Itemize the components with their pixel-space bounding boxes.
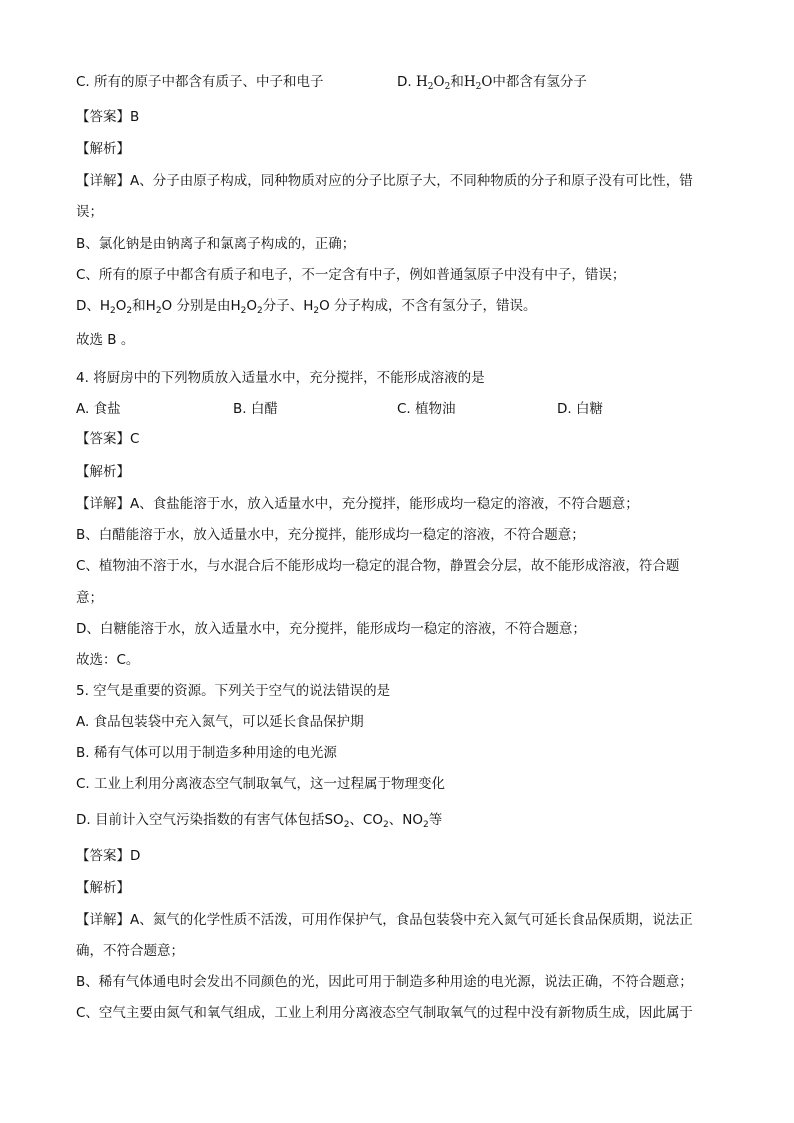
- q5-option-d: D. 目前计入空气污染指数的有害气体包括$SO_2$、$CO_2$、$NO_2$等: [76, 812, 443, 830]
- q3-answer: 【答案】B: [76, 109, 140, 125]
- q3-analysis-label: 【解析】: [76, 141, 130, 157]
- q3-detail-line-1-cont: 误；: [76, 204, 103, 220]
- q4-detail-line-3-cont: 意；: [76, 590, 103, 606]
- q4-detail-line-1: 【详解】A、食盐能溶于水，放入适量水中，充分搅拌，能形成均一稳定的溶液，不符合题意；: [76, 496, 639, 512]
- q5-option-c: C. 工业上利用分离液态空气制取氧气，这一过程属于物理变化: [76, 776, 446, 792]
- q3-conclusion: 故选 B 。: [76, 332, 135, 348]
- q4-detail-line-4: D、白糖能溶于水，放入适量水中，充分搅拌，能形成均一稳定的溶液，不符合题意；: [76, 621, 586, 637]
- q3-option-c: C. 所有的原子中都含有质子、中子和电子: [76, 74, 324, 90]
- q4-stem: 4. 将厨房中的下列物质放入适量水中，充分搅拌，不能形成溶液的是: [76, 370, 485, 386]
- q5-detail-line-1-cont: 确，不符合题意；: [76, 943, 184, 959]
- q4-option-a: A. 食盐: [76, 401, 121, 417]
- q4-option-d: D. 白糖: [557, 401, 603, 417]
- q5-analysis-label: 【解析】: [76, 880, 130, 896]
- q5-detail-line-1: 【详解】A、氮气的化学性质不活泼，可用作保护气，食品包装袋中充入氮气可延长食品保质期，说法正: [76, 912, 693, 928]
- q5-option-a: A. 食品包装袋中充入氮气，可以延长食品保护期: [76, 714, 364, 730]
- q5-detail-line-3: C、空气主要由氮气和氧气组成，工业上利用分离液态空气制取氧气的过程中没有新物质生成，因此属于: [76, 1005, 693, 1021]
- q5-detail-line-2: B、稀有气体通电时会发出不同颜色的光，因此可用于制造多种用途的电光源，说法正确，不符合题意；: [76, 974, 693, 990]
- q3-detail-line-2: B、氯化钠是由钠离子和氯离子构成的，正确；: [76, 236, 356, 252]
- q4-conclusion: 故选：C。: [76, 652, 140, 668]
- q3-option-d: D. $H_2O_2$和$H_2O$中都含有氢分子: [397, 74, 587, 92]
- q4-option-c: C. 植物油: [397, 401, 456, 417]
- q5-answer: 【答案】D: [76, 848, 141, 864]
- q4-option-b: B. 白醋: [233, 401, 278, 417]
- q5-option-b: B. 稀有气体可以用于制造多种用途的电光源: [76, 745, 337, 761]
- q3-detail-line-3: C、所有的原子中都含有质子和电子，不一定含有中子，例如普通氢原子中没有中子，错误；: [76, 267, 626, 283]
- q4-analysis-label: 【解析】: [76, 464, 130, 480]
- q4-detail-line-2: B、白醋能溶于水，放入适量水中，充分搅拌，能形成均一稳定的溶液，不符合题意；: [76, 527, 585, 543]
- q4-answer: 【答案】C: [76, 431, 140, 447]
- q3-detail-line-1: 【详解】A、分子由原子构成，同种物质对应的分子比原子大，不同种物质的分子和原子没有可比性，错: [76, 173, 693, 189]
- q3-detail-line-4: D、$H_2O_2$和$H_2O$ 分别是由$H_2O_2$分子、$H_2O$ 分子构成，不含有氢分子，错误。: [76, 298, 537, 316]
- q4-detail-line-3: C、植物油不溶于水，与水混合后不能形成均一稳定的混合物，静置会分层，故不能形成溶液，符合题: [76, 558, 680, 574]
- q5-stem: 5. 空气是重要的资源。下列关于空气的说法错误的是: [76, 683, 391, 699]
